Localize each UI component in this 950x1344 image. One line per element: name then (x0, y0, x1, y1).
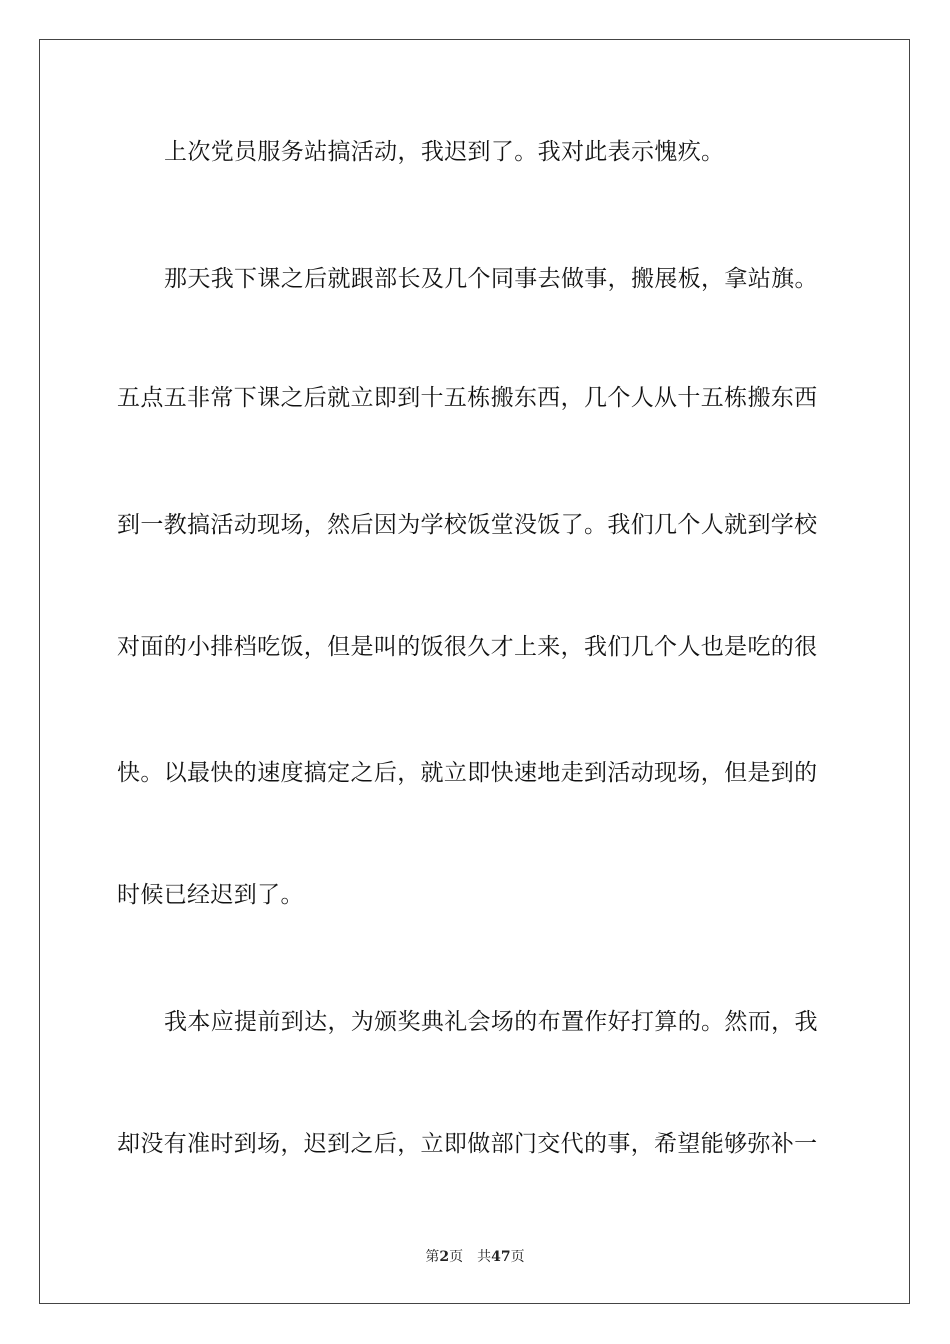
footer-page-suffix: 页 (449, 1249, 464, 1265)
text-line-7: 时候已经迟到了。 (117, 882, 304, 908)
footer-total-suffix: 页 (510, 1249, 525, 1265)
text-line-9: 却没有准时到场，迟到之后，立即做部门交代的事，希望能够弥补一 (117, 1131, 818, 1157)
footer-page-prefix: 第 (425, 1249, 440, 1265)
text-line-8: 我本应提前到达，为颁奖典礼会场的布置作好打算的。然而，我 (164, 1009, 818, 1035)
footer-page-number: 2 (439, 1249, 450, 1265)
text-line-1: 上次党员服务站搞活动，我迟到了。我对此表示愧疚。 (164, 139, 725, 165)
text-line-6: 快。以最快的速度搞定之后，就立即快速地走到活动现场，但是到的 (117, 760, 818, 786)
text-line-5: 对面的小排档吃饭，但是叫的饭很久才上来，我们几个人也是吃的很 (117, 634, 818, 660)
page-border (39, 39, 910, 1304)
page-footer (0, 1248, 950, 1266)
footer-total-prefix: 共 (477, 1249, 492, 1265)
text-line-4: 到一教搞活动现场，然后因为学校饭堂没饭了。我们几个人就到学校 (117, 512, 818, 538)
text-line-2: 那天我下课之后就跟部长及几个同事去做事，搬展板，拿站旗。 (164, 266, 818, 292)
text-line-3: 五点五非常下课之后就立即到十五栋搬东西，几个人从十五栋搬东西 (117, 385, 818, 411)
footer-total-number: 47 (491, 1249, 511, 1265)
